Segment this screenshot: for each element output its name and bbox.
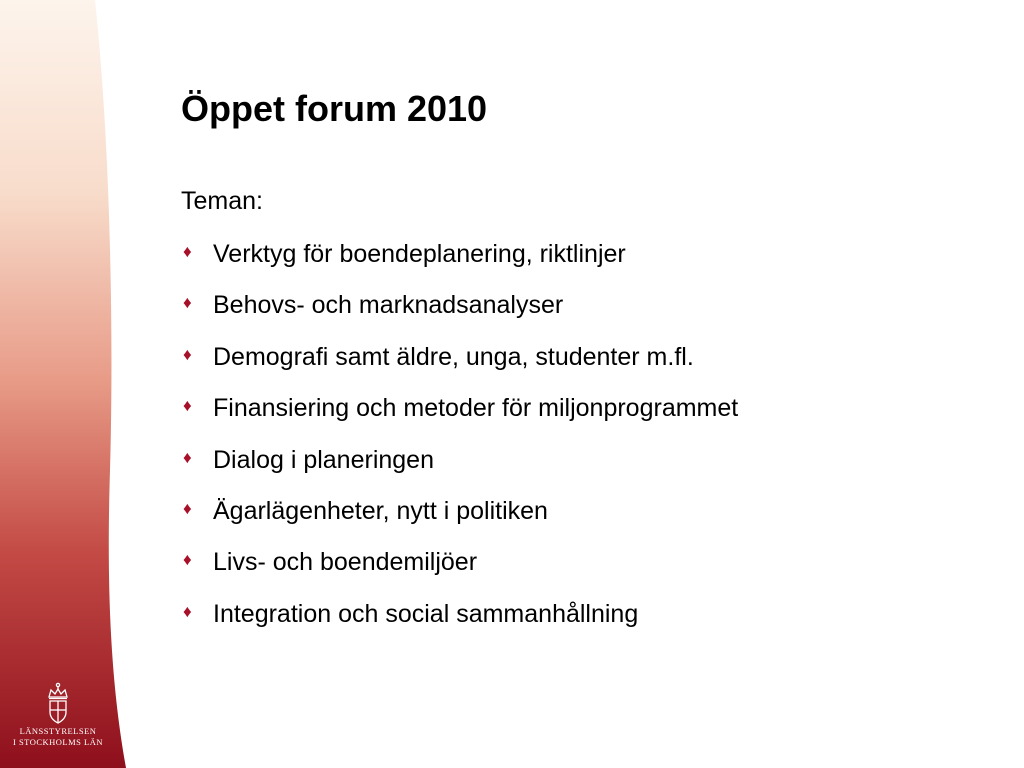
lansstyrelsen-logo [6, 682, 110, 748]
slide-title: Öppet forum 2010 [181, 88, 488, 129]
theme-item-label: Finansiering och metoder för miljonprogrammet [213, 394, 739, 423]
theme-item-label: Behovs- och marknadsanalyser [213, 291, 564, 320]
theme-item-label: Ägarlägenheter, nytt i politiken [213, 496, 548, 525]
diamond-bullet-icon: ♦ [183, 344, 192, 364]
themes-heading: Teman: [181, 187, 263, 215]
crown-coat-of-arms-icon [43, 682, 73, 726]
logo-text-line-2: I STOCKHOLMS LÄN [12, 737, 104, 747]
logo-text-line-1: LÄNSSTYRELSEN [19, 726, 97, 736]
theme-item-label: Demografi samt äldre, unga, studenter m.fl. [213, 342, 694, 371]
theme-item-label: Dialog i planeringen [213, 445, 434, 474]
diamond-bullet-icon: ♦ [183, 447, 192, 467]
diamond-bullet-icon: ♦ [183, 550, 192, 570]
diamond-bullet-icon: ♦ [183, 242, 192, 261]
theme-item-label: Integration och social sammanhållning [213, 599, 639, 628]
diamond-bullet-icon: ♦ [183, 498, 192, 518]
theme-item-label: Verktyg för boendeplanering, riktlinjer [213, 240, 626, 268]
diamond-bullet-icon: ♦ [183, 396, 192, 416]
theme-item-label: Livs- och boendemiljöer [213, 548, 478, 577]
diamond-bullet-icon: ♦ [183, 601, 192, 621]
diamond-bullet-icon: ♦ [183, 293, 192, 313]
decorative-side-band [0, 0, 140, 768]
